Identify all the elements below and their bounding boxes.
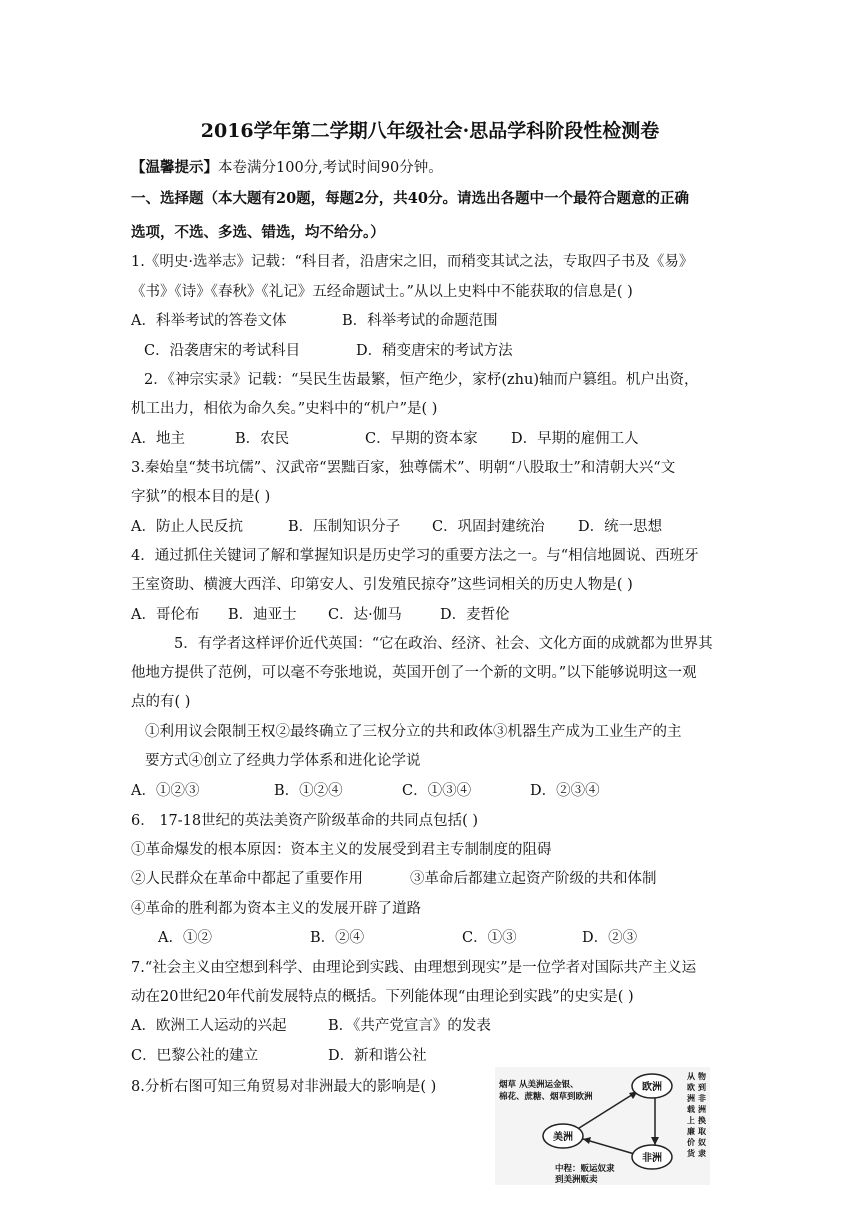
q3-stem-line1: 3.秦始皇“焚书坑儒”、汉武帝“罢黜百家，独尊儒术”、明朝“八股取士”和清朝大兴“文: [131, 460, 676, 476]
label-route-top1: 烟草 从美洲运金银、: [499, 1080, 579, 1090]
q6-option-d: D．②③: [582, 930, 638, 946]
q5-stem-line3: 点的有( ): [131, 694, 191, 710]
node-europe-label: 欧洲: [642, 1082, 662, 1093]
q3-option-d: D．统一思想: [578, 519, 663, 535]
q4-option-c: C．达·伽马: [328, 607, 402, 623]
q7-stem-line1: 7.“社会主义由空想到科学、由理论到实践、由理想到现实”是一位学者对国际共产主义运: [131, 960, 697, 976]
q5-option-c: C．①③④: [402, 783, 472, 799]
q5-option-b: B．①②④: [274, 783, 343, 799]
q5-statements-line2: 要方式④创立了经典力学体系和进化论学说: [145, 753, 421, 769]
q4-stem-line2: 王室资助、横渡大西洋、印第安人、引发殖民掠夺”这些词相关的历史人物是( ): [131, 577, 633, 593]
q2-option-c: C．早期的资本家: [365, 431, 478, 447]
q6-statement-4: ④革命的胜利都为资本主义的发展开辟了道路: [131, 901, 421, 917]
q3-option-b: B．压制知识分子: [288, 519, 401, 535]
q4-option-b: B．迪亚士: [228, 607, 297, 623]
q6-statement-2: ②人民群众在革命中都起了重要作用: [131, 871, 363, 887]
q3-option-a: A．防止人民反抗: [131, 519, 243, 535]
q3-stem-line2: 字狱”的根本目的是( ): [131, 489, 271, 505]
q6-option-a: A．①②: [158, 930, 212, 946]
node-america-label: 美洲: [553, 1132, 573, 1143]
exam-title: 2016学年第二学期八年级社会·思品学科阶段性检测卷: [200, 120, 660, 142]
triangle-trade-diagram: [495, 1067, 710, 1185]
triangle-trade-svg: [495, 1067, 710, 1185]
q5-option-a: A．①②③: [131, 783, 200, 799]
q2-option-a: A．地主: [131, 431, 185, 447]
q5-statements-line1: ①利用议会限制王权②最终确立了三权分立的共和政体③机器生产成为工业生产的主: [145, 724, 682, 740]
q1-stem-line2: 《书》《诗》《春秋》《礼记》五经命题试士。”从以上史料中不能获取的信息是( ): [131, 284, 633, 300]
label-route-top2: 棉花、蔗糖、烟草到欧洲: [499, 1092, 593, 1102]
q8-stem: 8.分析右图可知三角贸易对非洲最大的影响是( ): [131, 1079, 437, 1095]
q6-statement-3: ③革命后都建立起资产阶级的共和体制: [410, 871, 657, 887]
label-route-right-text: 从欧洲载上廉价货物到非洲换取奴隶: [687, 1072, 706, 1158]
q1-option-d: D．稍变唐宋的考试方法: [356, 343, 513, 359]
q5-option-d: D．②③④: [530, 783, 600, 799]
q7-option-d: D．新和谐公社: [328, 1048, 427, 1064]
node-africa-label: 非洲: [642, 1153, 662, 1164]
q1-option-c: C．沿袭唐宋的考试科目: [144, 343, 301, 359]
q7-option-b: B．《共产党宣言》的发表: [328, 1018, 491, 1034]
q7-option-c: C．巴黎公社的建立: [131, 1048, 259, 1064]
q4-option-a: A．哥伦布: [131, 607, 200, 623]
section-heading-line1: 一、选择题（本大题有20题，每题2分，共40分。请选出各题中一个最符合题意的正确: [131, 190, 689, 207]
q1-stem-line1: 1.《明史·选举志》记载：“科目者，沿唐宋之旧，而稍变其试之法，专取四子书及《易》: [131, 254, 694, 270]
label-route-bottom2: 到美洲贩卖: [555, 1175, 598, 1185]
q6-stem: 6． 17-18世纪的英法美资产阶级革命的共同点包括( ): [131, 813, 479, 829]
label-route-bottom1: 中程：贩运奴隶: [555, 1164, 615, 1174]
q5-stem-line1: 5．有学者这样评价近代英国：“它在政治、经济、社会、文化方面的成就都为世界其: [174, 636, 713, 652]
q6-option-c: C．①③: [462, 930, 517, 946]
q7-option-a: A．欧洲工人运动的兴起: [131, 1018, 287, 1034]
tip-text: 本卷满分100分,考试时间90分钟。: [218, 160, 443, 176]
q6-option-b: B．②④: [310, 930, 365, 946]
q1-option-a: A．科举考试的答卷文体: [131, 313, 287, 329]
q1-option-b: B．科举考试的命题范围: [342, 313, 498, 329]
q2-stem-line2: 机工出力，相依为命久矣。”史料中的“机户”是( ): [131, 401, 438, 417]
q2-option-b: B．农民: [235, 431, 290, 447]
tip-label: 【温馨提示】: [131, 159, 218, 176]
section-heading-line2: 选项，不选、多选、错选，均不给分。）: [131, 224, 385, 241]
q2-option-d: D．早期的雇佣工人: [511, 431, 639, 447]
q2-stem-line1: 2．《神宗实录》记载：“吴民生齿最繁，恒产绝少，家杼(zhu)轴而户篡组。机户出资，: [144, 372, 699, 388]
q7-stem-line2: 动在20世纪20年代前发展特点的概括。下列能体现“由理论到实践”的史实是( ): [131, 989, 634, 1005]
q4-stem-line1: 4．通过抓住关键词了解和掌握知识是历史学习的重要方法之一。与“相信地圆说、西班牙: [131, 548, 699, 564]
q6-statement-1: ①革命爆发的根本原因：资本主义的发展受到君主专制制度的阻碍: [131, 842, 552, 858]
q4-option-d: D．麦哲伦: [440, 607, 510, 623]
q3-option-c: C．巩固封建统治: [432, 519, 545, 535]
warm-tip: [131, 158, 443, 178]
q5-stem-line2: 他地方提供了范例，可以毫不夸张地说，英国开创了一个新的文明。”以下能够说明这一观: [131, 665, 697, 681]
